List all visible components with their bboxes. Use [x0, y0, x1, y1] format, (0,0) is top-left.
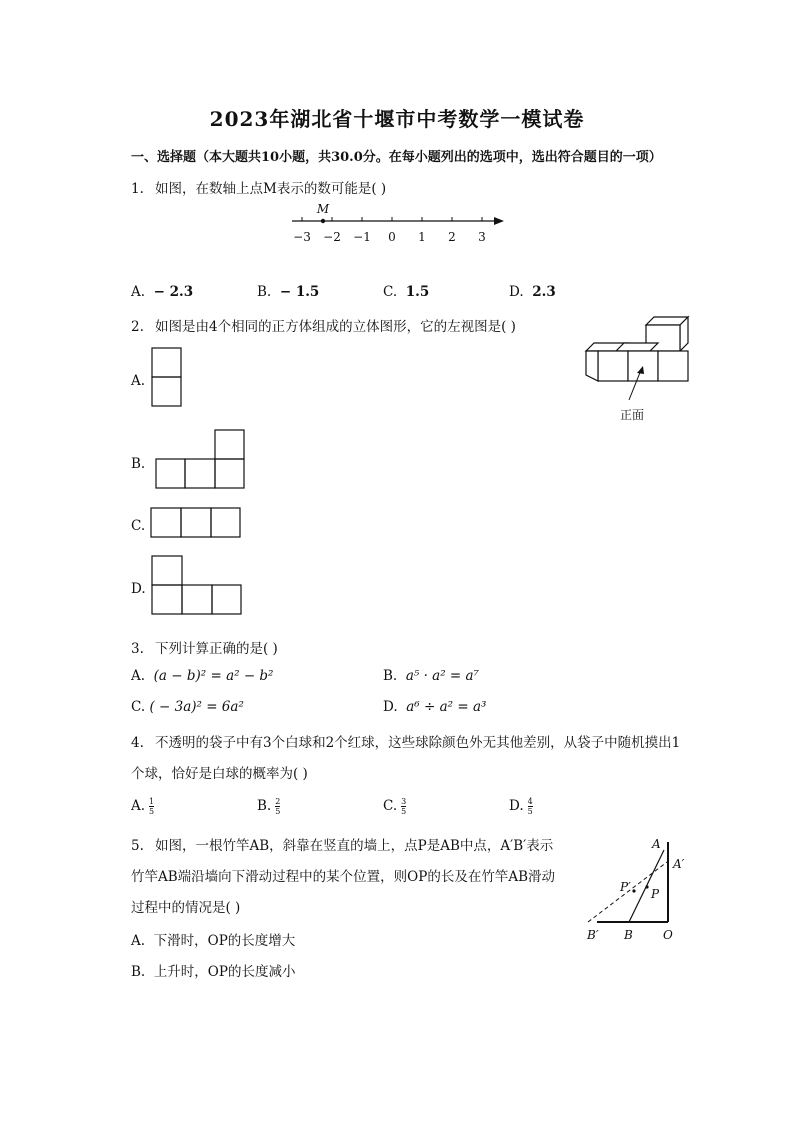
label-b: B [624, 928, 633, 942]
option-letter: C. [383, 284, 398, 300]
option-text: 下滑时，OP的长度增大 [153, 933, 296, 949]
page-title: 2023年湖北省十堰市中考数学一模试卷 [209, 107, 585, 131]
question-4-line-2: 个球，恰好是白球的概率为( ) [131, 766, 308, 782]
number-line-tick-label: −3 [293, 230, 311, 244]
option-letter: A. [131, 373, 146, 389]
question-number: 4. [131, 735, 144, 751]
option-text: − 2.3 [153, 284, 194, 300]
question-number: 5. [131, 838, 144, 854]
number-line-tick-label: 0 [388, 230, 396, 244]
option-letter: C. [131, 699, 146, 715]
label-o: O [663, 928, 673, 942]
option-text: a⁵ · a² = a⁷ [405, 668, 479, 684]
option-letter: B. [131, 964, 146, 980]
label-b-prime: B′ [587, 928, 599, 942]
option-letter: D. [131, 581, 146, 597]
question-text: 下列计算正确的是( ) [155, 641, 278, 657]
point-p-prime [632, 889, 635, 892]
option-letter: B. [257, 798, 272, 814]
option-letter: B. [257, 284, 272, 300]
label-a-prime: A′ [673, 857, 685, 871]
option-letter: C. [131, 518, 146, 534]
question-number: 3. [131, 641, 144, 657]
number-line-tick-label: −2 [323, 230, 341, 244]
number-line-tick-label: −1 [353, 230, 371, 244]
number-line-tick-label: 3 [478, 230, 486, 244]
option-letter: A. [131, 668, 146, 684]
point-p [645, 885, 648, 888]
option-text: 1.5 [405, 284, 430, 300]
option-letter: D. [509, 284, 524, 300]
label-a: A [652, 837, 661, 851]
question-text-line-1: 如图，一根竹竿AB，斜靠在竖直的墙上，点P是AB中点，A′B′表示 [155, 838, 554, 854]
question-text: 如图是由4个相同的正方体组成的立体图形，它的左视图是( ) [155, 319, 516, 335]
option-text: 2.3 [532, 284, 556, 300]
option-text: a⁶ ÷ a² = a³ [406, 699, 487, 715]
question-5-line-2: 竹竿AB端沿墙向下滑动过程中的某个位置，则OP的长及在竹竿AB滑动 [131, 869, 555, 885]
option-letter: B. [131, 456, 146, 472]
number-line-tick-label: 2 [448, 230, 456, 244]
q5-option-a[interactable] [131, 929, 295, 949]
option-letter: C. [383, 798, 398, 814]
fraction: $\frac{1}{5}$ [149, 797, 155, 816]
option-letter: A. [131, 933, 146, 949]
option-letter: D. [509, 798, 524, 814]
question-text-line-1: 不透明的袋子中有3个白球和2个红球，这些球除颜色外无其他差别，从袋子中随机摸出1 [155, 735, 681, 751]
option-text: ( − 3a)² = 6a² [149, 699, 244, 715]
option-text: 上升时，OP的长度减小 [153, 964, 296, 980]
number-line-tick-label: 1 [418, 230, 426, 244]
option-letter: B. [383, 668, 398, 684]
option-letter: D. [383, 699, 398, 715]
question-number: 1. [131, 181, 144, 197]
option-letter: A. [131, 284, 146, 300]
question-5-line-3: 过程中的情况是( ) [131, 900, 241, 916]
label-p: P [651, 887, 660, 901]
fraction: $\frac{3}{5}$ [401, 797, 407, 816]
fraction: $\frac{2}{5}$ [275, 797, 281, 816]
question-number: 2. [131, 319, 144, 335]
q5-option-b[interactable] [131, 960, 295, 980]
option-letter: A. [131, 798, 146, 814]
label-p-prime: P′ [620, 880, 631, 894]
point-m-label: M [316, 202, 330, 216]
question-text: 如图，在数轴上点M表示的数可能是( ) [155, 181, 387, 197]
fraction: $\frac{4}{5}$ [527, 797, 533, 816]
section-heading: 一、选择题（本大题共10小题，共30.0分。在每小题列出的选项中，选出符合题目的一项） [131, 150, 662, 165]
option-text: − 1.5 [279, 284, 320, 300]
front-label: 正面 [620, 408, 645, 422]
option-text: (a − b)² = a² − b² [153, 668, 274, 684]
